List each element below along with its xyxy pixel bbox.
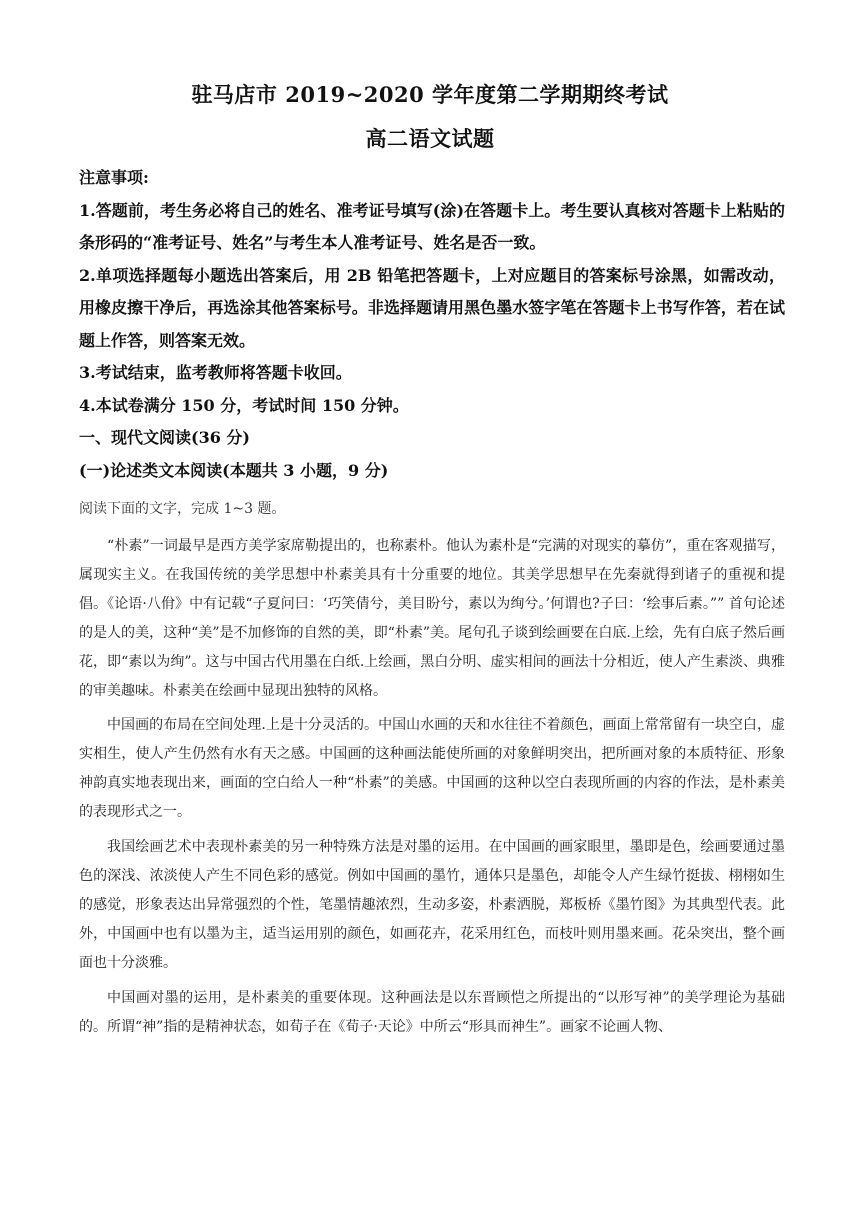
passage-paragraph-4: 中国画对墨的运用，是朴素美的重要体现。这种画法是以东晋顾恺之所提出的“以形写神”的美学理论为基础的。所谓“神”指的是精神状态，如荀子在《荀子·天论》中所云“形具而神生”。画家不论画人物、	[79, 989, 785, 1035]
notice-block	[79, 162, 785, 487]
section-heading: 一、现代文阅读(36 分)	[79, 428, 250, 447]
exam-subtitle: 高二语文试题	[365, 126, 495, 151]
notice-heading: 注意事项:	[79, 168, 149, 187]
reading-instruction: 阅读下面的文字，完成 1~3 题。	[79, 501, 286, 517]
passage-paragraph-1: “朴素”一词最早是西方美学家席勒提出的，也称素朴。他认为素朴是“完满的对现实的摹仿”，重在客观描写，属现实主义。在我国传统的美学思想中朴素美具有十分重要的地位。其美学思想早在先秦就得到诸子的重视和提倡。《论语·八佾》中有记载“子夏问曰：‘巧笑倩兮，美目盼兮，素以为绚兮。’何谓也?子曰：‘绘事后素。”” 首句论述的是人的美，这种“美”是不加修饰的自然的美，即“朴素”美。尾句孔子谈到绘画要在白底.上绘，先有白底子然后画花，即“素以为绚”。这与中国古代用墨在白纸.上绘画，黑白分明、虚实相间的画法十分相近，使人产生素淡、典雅的审美趣味。朴素美在绘画中显现出独特的风格。	[79, 538, 785, 699]
notice-item-1: 1.答题前，考生务必将自己的姓名、准考证号填写(涂)在答题卡上。考生要认真核对答题卡上粘贴的条形码的“准考证号、姓名”与考生本人准考证号、姓名是否一致。	[79, 200, 785, 252]
passage-paragraph-3: 我国绘画艺术中表现朴素美的另一种特殊方法是对墨的运用。在中国画的画家眼里，墨即是色，绘画要通过墨色的深浅、浓淡使人产生不同色彩的感觉。例如中国画的墨竹，通体只是墨色，却能令人产生绿竹挺拔、栩栩如生的感觉，形象表达出异常强烈的个性，笔墨情趣浓烈，生动多姿，朴素洒脱，郑板桥《墨竹图》为其典型代表。此外，中国画中也有以墨为主，适当运用别的颜色，如画花卉，花采用红色，而枝叶则用墨来画。花朵突出，整个画面也十分淡雅。	[79, 839, 785, 971]
notice-item-3: 3.考试结束，监考教师将答题卡收回。	[79, 363, 352, 382]
notice-item-2: 2.单项选择题每小题选出答案后，用 2B 铅笔把答题卡，上对应题目的答案标号涂黑，如需改动，用橡皮擦干净后，再选涂其他答案标号。非选择题请用黑色墨水签字笔在答题卡上书写作答，若在试题上作答，则答案无效。	[79, 265, 785, 350]
exam-title: 驻马店市 2019~2020 学年度第二学期期终考试	[191, 82, 669, 107]
passage-paragraph-2: 中国画的布局在空间处理.上是十分灵活的。中国山水画的天和水往往不着颜色，画面上常常留有一块空白，虚实相生，使人产生仍然有水有天之感。中国画的这种画法能使所画的对象鲜明突出，把所画对象的本质特征、形象神韵真实地表现出来，画面的空白给人一种“朴素”的美感。中国画的这种以空白表现所画的内容的作法，是朴素美的表现形式之一。	[79, 717, 785, 821]
reading-passage	[79, 532, 785, 1047]
subsection-heading: (一)论述类文本阅读(本题共 3 小题，9 分)	[79, 460, 389, 480]
notice-item-4: 4.本试卷满分 150 分，考试时间 150 分钟。	[79, 395, 409, 415]
